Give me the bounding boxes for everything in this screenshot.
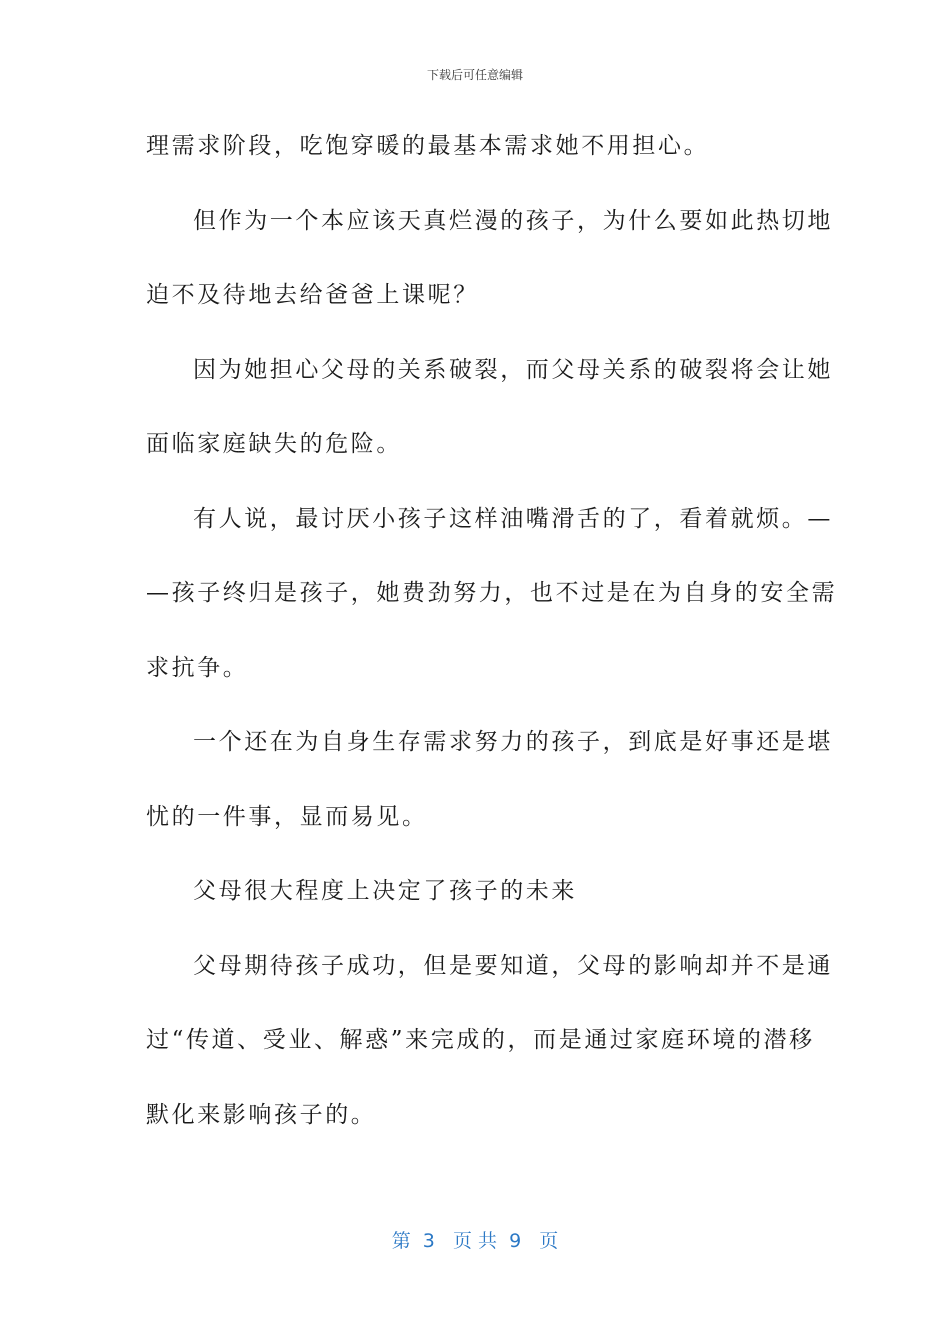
- text-line: —孩子终归是孩子，她费劲努力，也不过是在为自身的安全需: [146, 580, 838, 606]
- text-line: 过“传道、受业、解惑”来完成的，而是通过家庭环境的潜移: [146, 1027, 815, 1053]
- page-header: 下载后可任意编辑: [426, 68, 523, 82]
- section-heading: 父母很大程度上决定了孩子的未来: [193, 878, 577, 904]
- text-line: 忧的一件事，显而易见。: [146, 803, 428, 830]
- text-line: 迫不及待地去给爸爸上课呢？: [146, 282, 479, 308]
- text-line: 面临家庭缺失的危险。: [146, 431, 402, 457]
- document-body: [146, 124, 838, 1167]
- text-line: 因为她担心父母的关系破裂，而父母关系的破裂将会让她: [193, 356, 833, 383]
- text-line: 默化来影响孩子的。: [146, 1101, 377, 1128]
- text-line: 父母期待孩子成功，但是要知道，父母的影响却并不是通: [193, 952, 833, 979]
- text-line: 有人说，最讨厌小孩子这样油嘴滑舌的了，看着就烦。—: [193, 505, 833, 532]
- text-line: 但作为一个本应该天真烂漫的孩子，为什么要如此热切地: [193, 207, 833, 234]
- text-line: 一个还在为自身生存需求努力的孩子，到底是好事还是堪: [193, 729, 833, 755]
- text-line: 理需求阶段，吃饱穿暖的最基本需求她不用担心。: [146, 133, 710, 159]
- text-line: 求抗争。: [146, 654, 249, 681]
- page-number-footer: 第 3 页 共 9 页: [391, 1230, 559, 1252]
